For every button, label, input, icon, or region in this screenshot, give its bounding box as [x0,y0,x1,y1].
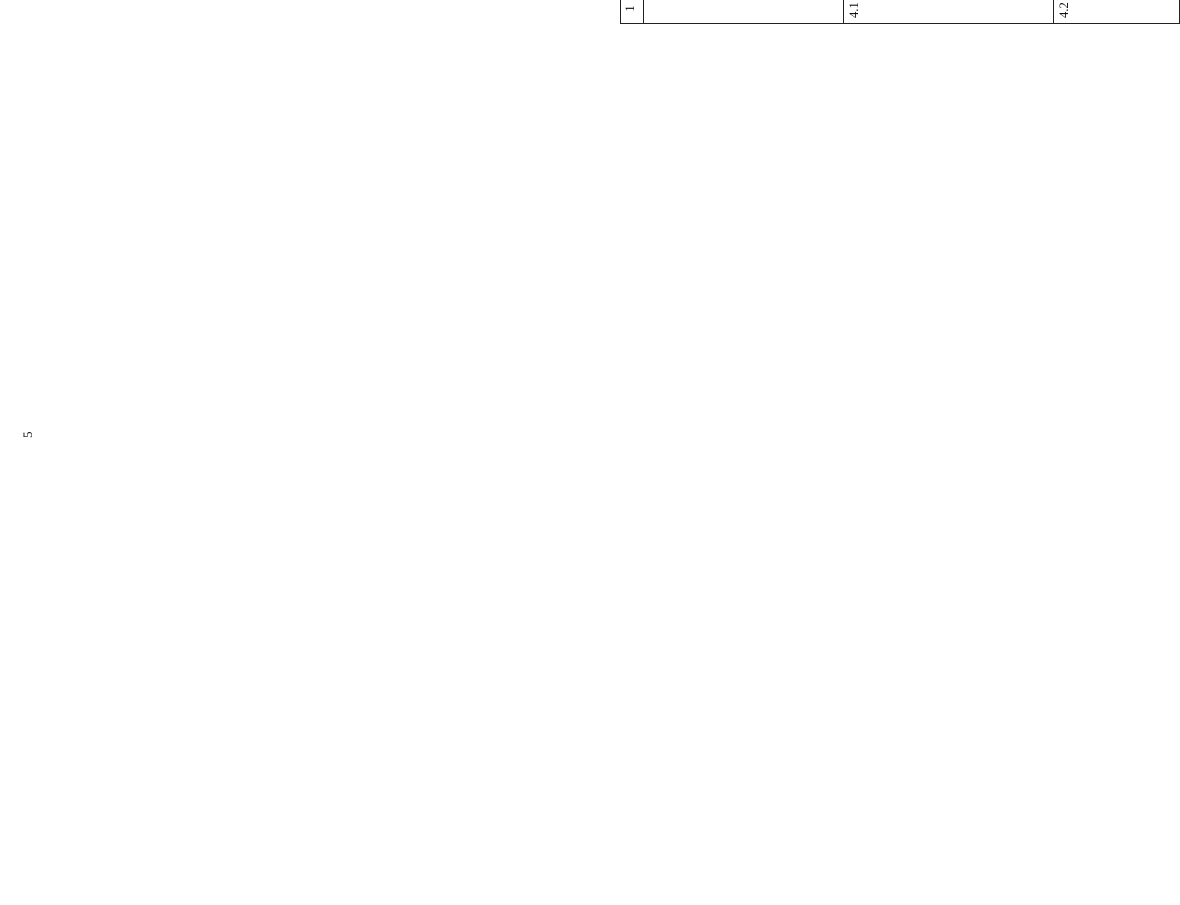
column-header: 1 [621,0,644,24]
row-number-cell: 4.2 [1054,0,1180,24]
table-row [844,0,1054,24]
plan-table [620,0,1180,24]
table-row [1054,0,1180,24]
table-row [644,0,844,24]
header-row [621,0,644,24]
page-number: 5 [20,431,35,438]
row-number-cell: 4.1 [844,0,1054,24]
rotated-page-content [620,0,1180,24]
row-number-cell [644,0,844,24]
